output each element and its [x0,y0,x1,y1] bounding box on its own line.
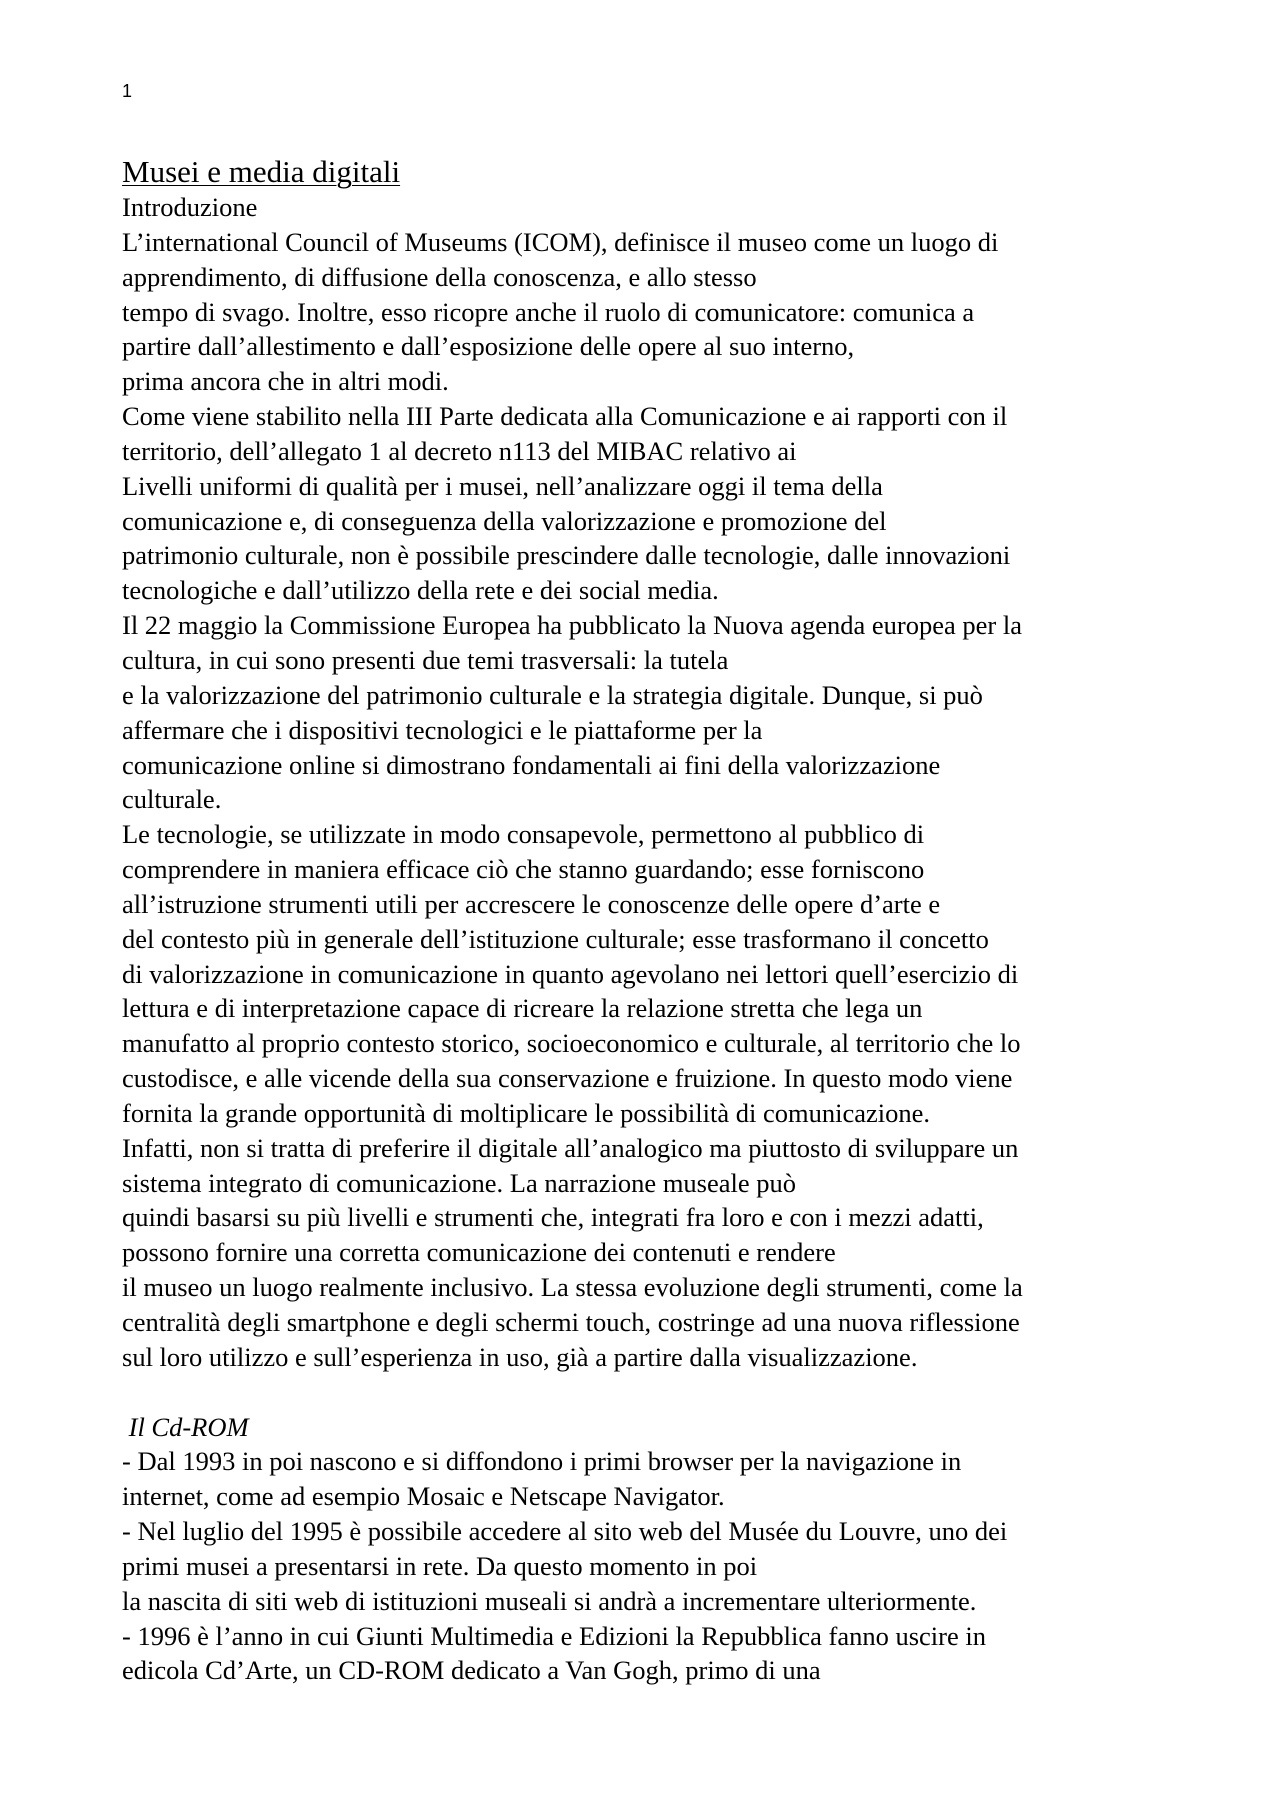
text-line: primi musei a presentarsi in rete. Da questo momento in poi [122,1550,758,1581]
text-line: internet, come ad esempio Mosaic e Netscape Navigator. [122,1481,725,1512]
text-line: Il 22 maggio la Commissione Europea ha pubblicato la Nuova agenda europea per la [122,610,1022,641]
text-line: L’international Council of Museums (ICOM), definisce il museo come un luogo di [122,226,999,257]
text-line: di valorizzazione in comunicazione in quanto agevolano nei lettori quell’esercizio di [122,958,1019,989]
document-title: Musei e media digitali [122,154,401,189]
text-line: edicola Cd’Arte, un CD-ROM dedicato a Van Gogh, primo di una [122,1655,821,1686]
text-line: affermare che i dispositivi tecnologici e le piattaforme per la [122,714,763,745]
text-line: lettura e di interpretazione capace di ricreare la relazione stretta che lega un [122,993,923,1024]
intro-section [122,225,1182,1375]
text-line: patrimonio culturale, non è possibile prescindere dalle tecnologie, dalle innovazioni [122,540,1011,571]
page-number: 1 [122,81,133,101]
text-line: partire dall’allestimento e dall’esposizione delle opere al suo interno, [122,331,855,362]
text-line: Livelli uniformi di qualità per i musei, nell’analizzare oggi il tema della [122,470,883,501]
text-line: tempo di svago. Inoltre, esso ricopre anche il ruolo di comunicatore: comunica a [122,296,975,327]
text-line: del contesto più in generale dell’istituzione culturale; esse trasformano il concetto [122,923,989,954]
cdrom-section [122,1444,1182,1688]
text-line: comprendere in maniera efficace ciò che stanno guardando; esse forniscono [122,854,925,885]
text-line: manufatto al proprio contesto storico, socioeconomico e culturale, al territorio che lo [122,1028,1021,1059]
text-line: il museo un luogo realmente inclusivo. La stessa evoluzione degli strumenti, come la [122,1272,1023,1303]
document-body [122,154,1182,1688]
intro-heading: Introduzione [122,192,258,222]
text-line: sul loro utilizzo e sull’esperienza in uso, già a partire dalla visualizzazione. [122,1341,918,1372]
text-line: - Nel luglio del 1995 è possibile accedere al sito web del Musée du Louvre, uno dei [122,1516,1008,1547]
blank-line [122,1375,1182,1410]
text-line: quindi basarsi su più livelli e strumenti che, integrati fra loro e con i mezzi adatti, [122,1202,984,1233]
text-line: all’istruzione strumenti utili per accrescere le conoscenze delle opere d’arte e [122,888,941,919]
text-line: prima ancora che in altri modi. [122,366,449,397]
text-line: tecnologiche e dall’utilizzo della rete e dei social media. [122,575,719,606]
text-line: Le tecnologie, se utilizzate in modo consapevole, permettono al pubblico di [122,819,925,850]
text-line: possono fornire una corretta comunicazione dei contenuti e rendere [122,1237,836,1268]
text-line: culturale. [122,784,222,815]
text-line: custodisce, e alle vicende della sua conservazione e fruizione. In questo modo viene [122,1063,1013,1094]
text-line: Infatti, non si tratta di preferire il digitale all’analogico ma piuttosto di sviluppare un [122,1132,1019,1163]
text-line: Come viene stabilito nella III Parte dedicata alla Comunicazione e ai rapporti con il [122,401,1008,432]
text-line: - Dal 1993 in poi nascono e si diffondono i primi browser per la navigazione in [122,1446,962,1477]
text-line: comunicazione e, di conseguenza della valorizzazione e promozione del [122,505,887,536]
text-line: sistema integrato di comunicazione. La narrazione museale può [122,1167,797,1198]
text-line: comunicazione online si dimostrano fondamentali ai fini della valorizzazione [122,749,941,780]
text-line: apprendimento, di diffusione della conoscenza, e allo stesso [122,261,757,292]
text-line: - 1996 è l’anno in cui Giunti Multimedia e Edizioni la Repubblica fanno uscire in [122,1620,986,1651]
text-line: territorio, dell’allegato 1 al decreto n113 del MIBAC relativo ai [122,435,797,466]
text-line: cultura, in cui sono presenti due temi trasversali: la tutela [122,644,729,675]
section-heading: Il Cd-ROM [122,1411,249,1442]
text-line: e la valorizzazione del patrimonio culturale e la strategia digitale. Dunque, si può [122,679,983,710]
text-line: fornita la grande opportunità di moltiplicare le possibilità di comunicazione. [122,1097,931,1128]
text-line: centralità degli smartphone e degli schermi touch, costringe ad una nuova riflessione [122,1307,1020,1337]
text-line: la nascita di siti web di istituzioni museali si andrà a incrementare ulteriormente. [122,1585,977,1616]
